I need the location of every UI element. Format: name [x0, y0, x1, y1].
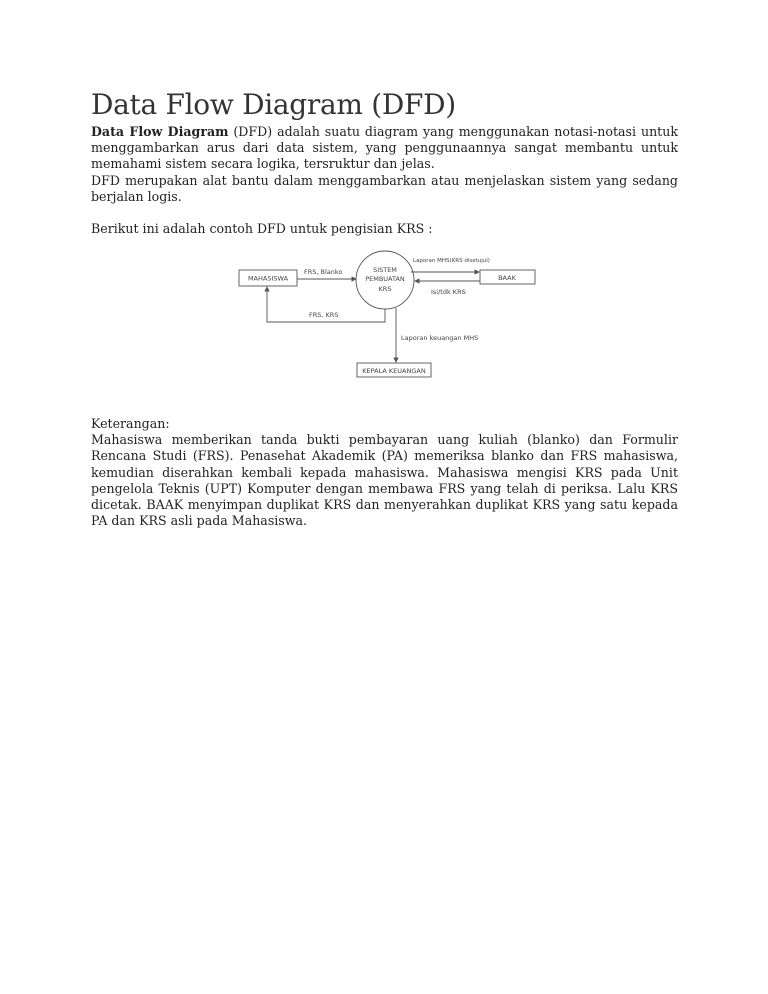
page-title: Data Flow Diagram (DFD) [91, 88, 456, 121]
dfd-diagram [235, 250, 540, 390]
process-label-3: KRS [378, 285, 392, 293]
process-label-1: SISTEM [373, 266, 397, 274]
flow-frs-krs-label: FRS, KRS [309, 311, 339, 319]
baak-label: BAAK [498, 274, 516, 282]
intro-text: (DFD) adalah suatu diagram yang menggunakan notasi-notasi untuk menggambarkan arus dari data sistem, yang penggunaannya sangat membantu untuk memahami sistem secara logika, tersruktur dan jelas. [91, 124, 678, 172]
flow-laporan-keuangan-label: Laporan keuangan MHS [401, 334, 479, 342]
dfd-svg [235, 250, 540, 390]
keterangan-text: Mahasiswa memberikan tanda bukti pembayaran uang kuliah (blanko) dan Formulir Rencana Studi (FRS). Penasehat Akademik (PA) memeriksa blanko dan FRS mahasiswa, kemudian diserahkan kembali kepada mahasiswa. Mahasiswa mengisi KRS pada Unit pengelola Teknis (UPT) Komputer dengan membawa FRS yang telah di periksa. Lalu KRS dicetak. BAAK menyimpan duplikat KRS dan menyerahkan duplikat KRS yang satu kepada PA dan KRS asli pada Mahasiswa. [91, 432, 678, 529]
flow-isi-krs-label: Isi/tdk KRS [431, 288, 466, 296]
flow-laporan-mhs-label: Laporan MHS(KRS disetujui) [413, 258, 490, 264]
mahasiswa-label: MAHASISWA [247, 274, 289, 283]
document-body [91, 88, 678, 237]
keterangan-section [91, 416, 678, 529]
intro-paragraph [91, 124, 678, 173]
keterangan-label: Keterangan: [91, 416, 170, 431]
example-intro-paragraph: Berikut ini adalah contoh DFD untuk pengisian KRS : [91, 221, 433, 237]
dfd-tool-paragraph: DFD merupakan alat bantu dalam menggambarkan atau menjelaskan sistem yang sedang berjalan logis. [91, 172, 678, 204]
flow-frs-blanko-label: FRS, Blanko [304, 268, 343, 276]
process-label-2: PEMBUATAN [365, 275, 405, 283]
kepala-keuangan-label: KEPALA KEUANGAN [362, 367, 426, 375]
intro-bold-term: Data Flow Diagram [91, 124, 229, 139]
